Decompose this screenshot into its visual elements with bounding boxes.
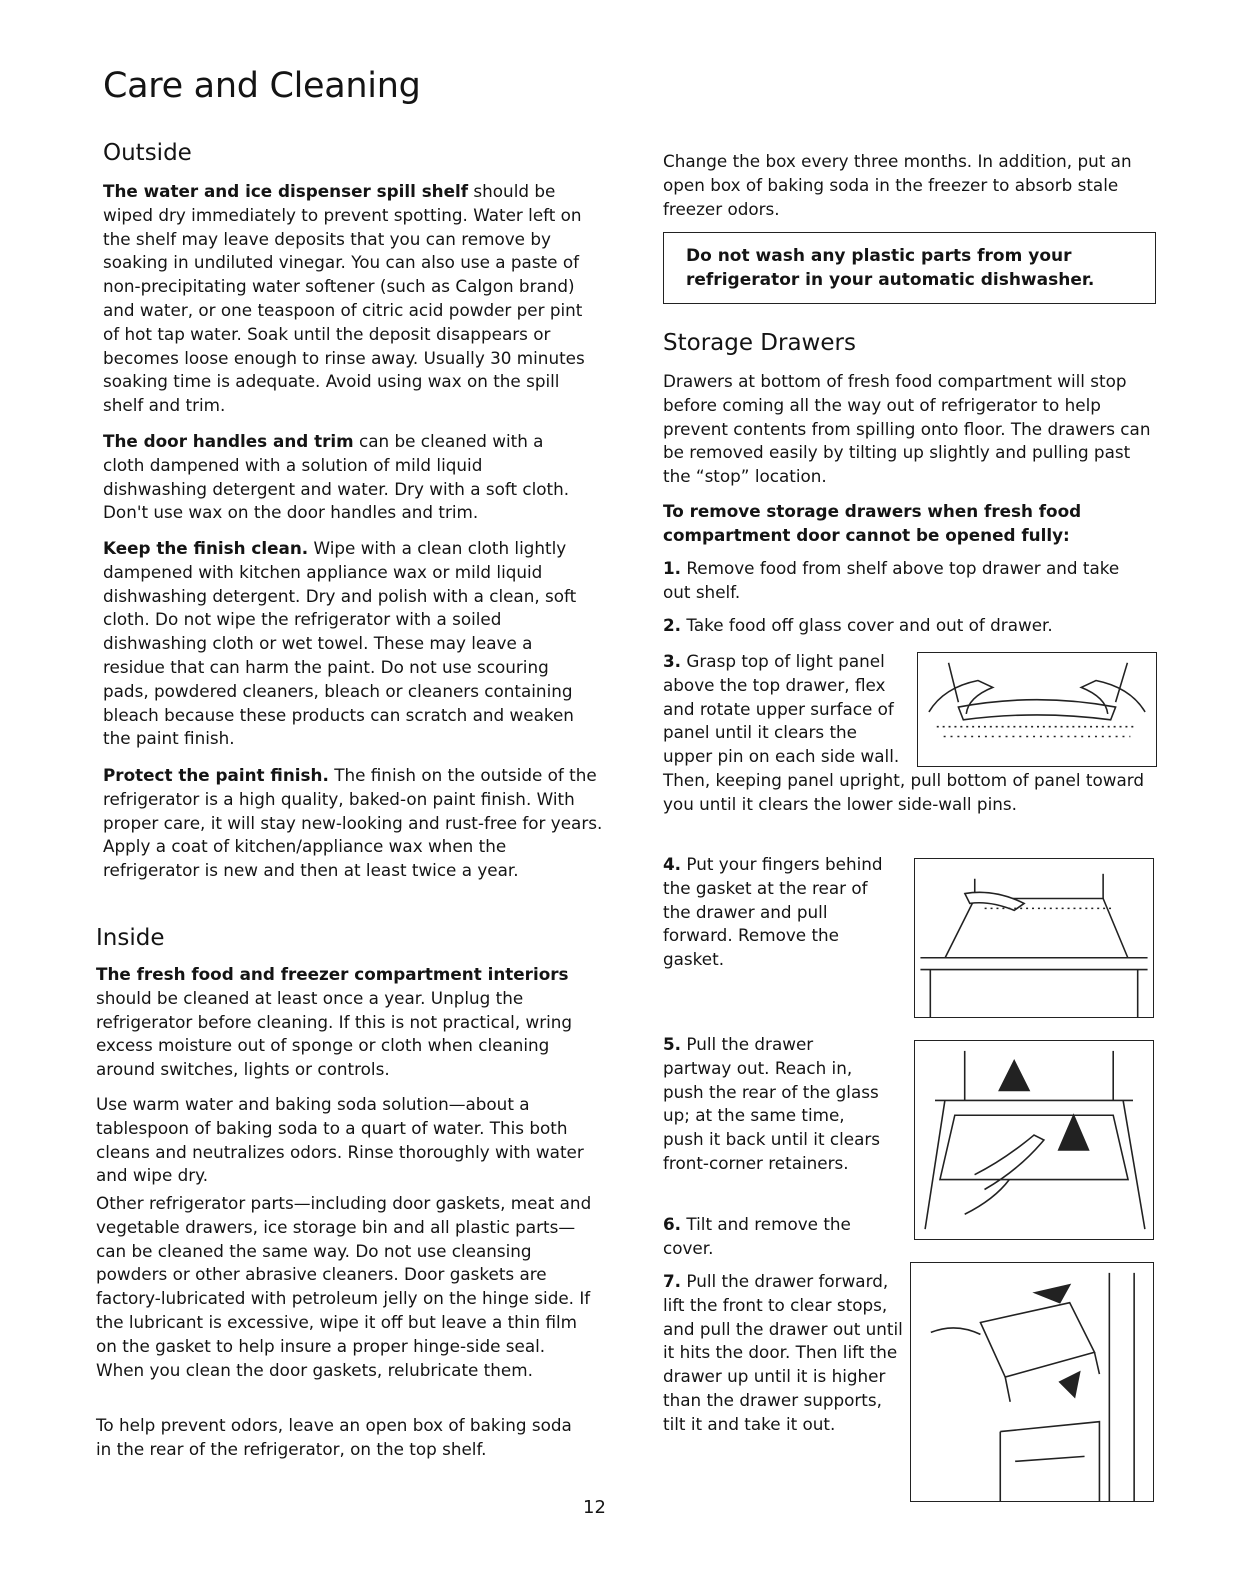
lead-text: Protect the paint finish.: [103, 765, 329, 785]
glass-cover-drawing: [915, 1041, 1153, 1239]
storage-paragraph-intro: Drawers at bottom of fresh food compartment will stop before coming all the way out of refrigerator to help prevent contents from spilling onto floor. The drawers can be removed easily by tilting up slightly and pulling past the “stop” location.: [663, 371, 1151, 487]
step-2: [663, 614, 1143, 638]
illustration-remove-drawer: [910, 1262, 1154, 1502]
step-text: Grasp top of light panel above the top drawer, flex and rotate upper surface of panel until it clears the upper pin on each side wall. Then, keeping panel upright, pull bottom of panel toward you until it clears the lower side-wall pins.: [663, 651, 1144, 814]
illustration-glass-cover: [914, 1040, 1154, 1240]
step-number: 2.: [663, 615, 682, 635]
step-text: Pull the drawer partway out. Reach in, push the rear of the glass up; at the same time, push it back until it clears front-corner retainers.: [663, 1034, 881, 1173]
step-text: Take food off glass cover and out of drawer.: [681, 615, 1053, 635]
step-5: [663, 1033, 883, 1176]
step-number: 1.: [663, 558, 682, 578]
outside-paragraph-paint-finish: [103, 764, 603, 883]
step-6: [663, 1213, 883, 1261]
page-number: 12: [583, 1497, 606, 1518]
outside-heading: Outside: [103, 140, 192, 166]
gasket-drawing: [915, 859, 1153, 1017]
outside-paragraph-finish-clean: [103, 537, 598, 751]
light-panel-drawing: [918, 653, 1156, 766]
step-7: [663, 1270, 903, 1437]
body-text: should be wiped dry immediately to prevent spotting. Water left on the shelf may leave deposits that you can remove by soaking in undiluted vinegar. You can also use a paste of non-precipitating water softener (such as Calgon brand) and water, or one teaspoon of citric acid powder per pint of hot tap water. Soak until the deposit disappears or becomes loose enough to rinse away. Usually 30 minutes soaking time is adequate. Avoid using wax on the spill shelf and trim.: [103, 181, 585, 416]
step-number: 5.: [663, 1034, 682, 1054]
step-number: 7.: [663, 1271, 682, 1291]
step-number: 3.: [663, 651, 682, 671]
step-number: 4.: [663, 854, 682, 874]
inside-paragraph-baking-soda: Use warm water and baking soda solution—about a tablespoon of baking soda to a quart of water. This both cleans and neutralizes odors. Rinse thoroughly with water and wipe dry.: [96, 1094, 584, 1186]
step-1: [663, 557, 1143, 605]
inside-paragraph-other-parts: Other refrigerator parts—including door gaskets, meat and vegetable drawers, ice storage bin and all plastic parts—can be cleaned the same way. Do not use cleansing powders or other abrasive cleaners. Door gaskets are factory-lubricated with petroleum jelly on the hinge side. If the lubricant is excessive, wipe it off but leave a thin film on the gasket to help insure a proper hinge-side seal. When you clean the door gaskets, relubricate them.: [96, 1193, 592, 1380]
step-text: Put your fingers behind the gasket at the rear of the drawer and pull forward. Remove the gasket.: [663, 854, 883, 970]
body-text: The finish on the outside of the refrigerator is a high quality, baked-on paint finish. With proper care, it will stay new-looking and rust-free for years. Apply a coat of kitchen/appliance wax when the refrigerator is new and then at least twice a year.: [103, 765, 603, 881]
step-4: [663, 853, 883, 972]
outside-paragraph-spill-shelf: [103, 180, 603, 418]
body-text: can be cleaned with a cloth dampened with a solution of mild liquid dishwashing detergent and water. Dry with a soft cloth. Don't use wax on the door handles and trim.: [103, 431, 570, 523]
remove-drawer-drawing: [911, 1263, 1153, 1501]
step-number: 6.: [663, 1214, 682, 1234]
lead-text: The fresh food and freezer compartment interiors: [96, 964, 569, 984]
lead-text: Keep the finish clean.: [103, 538, 309, 558]
illustration-light-panel: [917, 652, 1157, 767]
dishwasher-warning-box: [663, 232, 1156, 304]
inside-paragraph-odors: To help prevent odors, leave an open box of baking soda in the rear of the refrigerator, on the top shelf.: [96, 1415, 572, 1459]
inside-heading: Inside: [96, 925, 165, 951]
body-text: should be cleaned at least once a year. Unplug the refrigerator before cleaning. If this is not practical, wring excess moisture out of sponge or cloth when cleaning around switches, lights or controls.: [96, 987, 573, 1080]
body-text: Wipe with a clean cloth lightly dampened with kitchen appliance wax or mild liquid dishwashing detergent. Dry and polish with a clean, soft cloth. Do not wipe the refrigerator with a soiled dishwashing cloth or wet towel. These may leave a residue that can harm the paint. Do not use scouring pads, powdered cleaners, bleach or cleaners containing bleach because these products can scratch and weaken the paint finish.: [103, 538, 577, 749]
lead-text: The door handles and trim: [103, 431, 354, 451]
outside-paragraph-door-handles: [103, 430, 583, 525]
storage-subheading: To remove storage drawers when fresh food compartment door cannot be opened fully:: [663, 501, 1082, 545]
step-text: Tilt and remove the cover.: [663, 1214, 851, 1258]
step-text: Remove food from shelf above top drawer and take out shelf.: [663, 558, 1120, 602]
step-text: Pull the drawer forward, lift the front to clear stops, and pull the drawer out until it hits the door. Then lift the drawer up until it is higher than the drawer supports, tilt it and take it out.: [663, 1271, 903, 1434]
right-intro-paragraph: Change the box every three months. In addition, put an open box of baking soda in the freezer to absorb stale freezer odors.: [663, 151, 1132, 219]
illustration-gasket: [914, 858, 1154, 1018]
storage-drawers-heading: Storage Drawers: [663, 330, 856, 356]
page-title: Care and Cleaning: [103, 66, 421, 106]
warning-text: Do not wash any plastic parts from your refrigerator in your automatic dishwasher.: [686, 246, 1095, 290]
lead-text: The water and ice dispenser spill shelf: [103, 181, 469, 201]
inside-paragraph-interiors: [96, 963, 596, 1082]
